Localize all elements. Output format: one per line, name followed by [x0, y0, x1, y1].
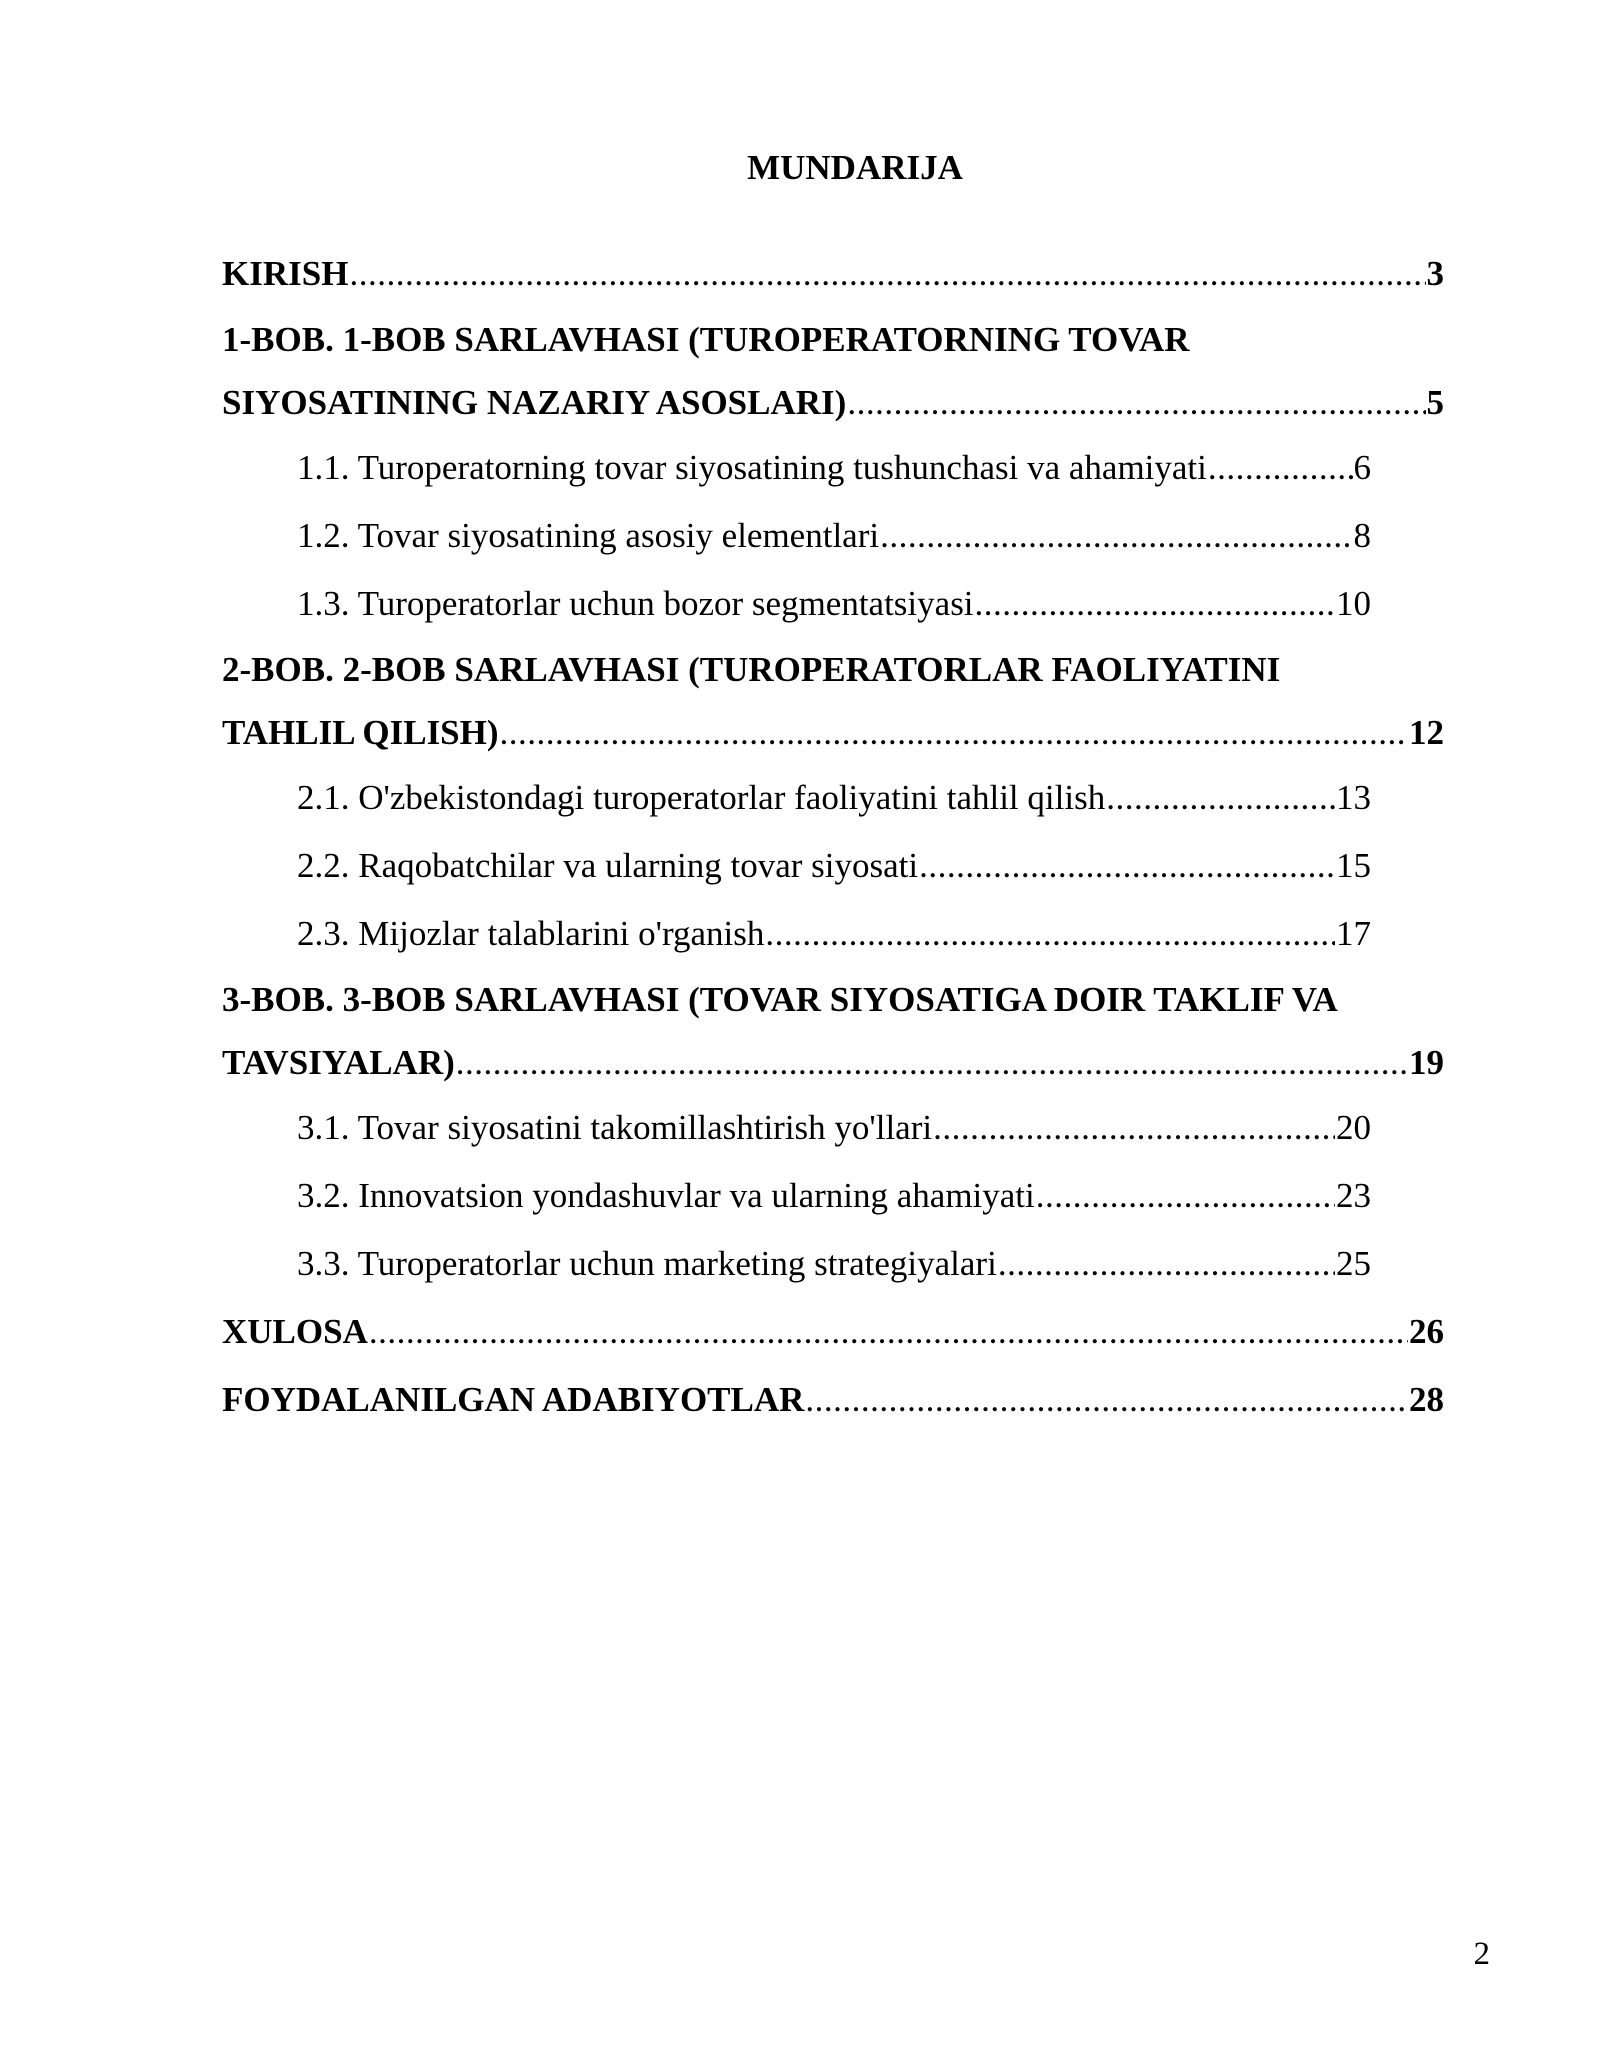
- toc-entry-label: 3.2. Innovatsion yondashuvlar va ularning ahamiyati: [297, 1176, 1035, 1215]
- dot-leader: [765, 900, 1335, 968]
- dot-leader: [1106, 764, 1335, 832]
- dot-leader: [349, 240, 1425, 308]
- toc-entry-3-3[interactable]: [297, 1230, 1371, 1298]
- toc-page-number: 5: [1426, 383, 1444, 422]
- toc-entry-label-line-2: TAVSIYALAR): [222, 1043, 455, 1082]
- toc-entry-3-2[interactable]: [297, 1162, 1371, 1230]
- toc-entry-1-3[interactable]: [297, 570, 1371, 638]
- toc-page-number: 12: [1409, 713, 1444, 752]
- toc-entry-label-line-1: 2-BOB. 2-BOB SARLAVHASI (TUROPERATORLAR FAOLIYATINI: [222, 650, 1281, 689]
- dot-leader: [1036, 1162, 1335, 1230]
- dot-leader: [1208, 434, 1353, 502]
- dot-leader: [919, 832, 1335, 900]
- toc-entry-label: KIRISH: [222, 254, 349, 293]
- toc-page-number: 23: [1336, 1176, 1371, 1215]
- toc-entry-label-line-1: 3-BOB. 3-BOB SARLAVHASI (TOVAR SIYOSATIGA DOIR TAKLIF VA: [222, 980, 1338, 1019]
- toc-entry-1-1[interactable]: [297, 434, 1371, 502]
- toc-page-number: 3: [1426, 254, 1444, 293]
- dot-leader: [998, 1230, 1335, 1298]
- toc-entry-label-line-1: 1-BOB. 1-BOB SARLAVHASI (TUROPERATORNING TOVAR: [222, 320, 1190, 359]
- toc-page-number: 17: [1336, 914, 1371, 953]
- dot-leader: [805, 1366, 1408, 1434]
- toc-entry-adabiyotlar[interactable]: [222, 1366, 1444, 1434]
- toc-page-number: 28: [1409, 1380, 1444, 1419]
- toc-entry-label: 3.1. Tovar siyosatini takomillashtirish yo'llari: [297, 1108, 933, 1147]
- page-title: MUNDARIJA: [747, 148, 963, 187]
- toc-entry-1-2[interactable]: [297, 502, 1371, 570]
- toc-entry-label: 2.2. Raqobatchilar va ularning tovar siyosati: [297, 846, 919, 885]
- toc-page-number: 20: [1336, 1108, 1371, 1147]
- toc-entry-kirish[interactable]: [222, 240, 1444, 308]
- dot-leader: [933, 1094, 1335, 1162]
- toc-entry-label: 1.2. Tovar siyosatining asosiy elementlari: [297, 516, 880, 555]
- toc-entry-2-2[interactable]: [297, 832, 1371, 900]
- dot-leader: [975, 570, 1335, 638]
- toc-page-number: 19: [1409, 1043, 1444, 1082]
- toc-entry-label-line-2: TAHLIL QILISH): [222, 713, 499, 752]
- toc-page-number: 8: [1353, 516, 1371, 555]
- toc-entry-label: 1.1. Turoperatorning tovar siyosatining tushunchasi va ahamiyati: [297, 448, 1207, 487]
- dot-leader: [369, 1298, 1408, 1366]
- dot-leader: [500, 701, 1408, 764]
- toc-page-number: 6: [1353, 448, 1371, 487]
- toc-entry-xulosa[interactable]: [222, 1298, 1444, 1366]
- toc-page-number: 10: [1336, 584, 1371, 623]
- toc-page-number: 26: [1409, 1312, 1444, 1351]
- toc-entry-chapter-3[interactable]: [222, 968, 1444, 1094]
- toc-entry-label: 2.3. Mijozlar talablarini o'rganish: [297, 914, 765, 953]
- dot-leader: [847, 371, 1425, 434]
- page-number: 2: [1473, 1936, 1490, 1972]
- table-of-contents: [222, 240, 1444, 1434]
- toc-page-number: 13: [1336, 778, 1371, 817]
- dot-leader: [880, 502, 1352, 570]
- toc-entry-chapter-1[interactable]: [222, 308, 1444, 434]
- toc-entry-2-3[interactable]: [297, 900, 1371, 968]
- toc-page-number: 15: [1336, 846, 1371, 885]
- toc-entry-label: XULOSA: [222, 1312, 368, 1351]
- toc-entry-2-1[interactable]: [297, 764, 1371, 832]
- toc-entry-3-1[interactable]: [297, 1094, 1371, 1162]
- toc-entry-label: FOYDALANILGAN ADABIYOTLAR: [222, 1380, 805, 1419]
- toc-entry-label: 1.3. Turoperatorlar uchun bozor segmentatsiyasi: [297, 584, 974, 623]
- toc-entry-label: 2.1. O'zbekistondagi turoperatorlar faoliyatini tahlil qilish: [297, 778, 1106, 817]
- toc-entry-chapter-2[interactable]: [222, 638, 1444, 764]
- toc-entry-label-line-2: SIYOSATINING NAZARIY ASOSLARI): [222, 383, 847, 422]
- toc-page-number: 25: [1336, 1244, 1371, 1283]
- dot-leader: [456, 1031, 1408, 1094]
- toc-entry-label: 3.3. Turoperatorlar uchun marketing strategiyalari: [297, 1244, 997, 1283]
